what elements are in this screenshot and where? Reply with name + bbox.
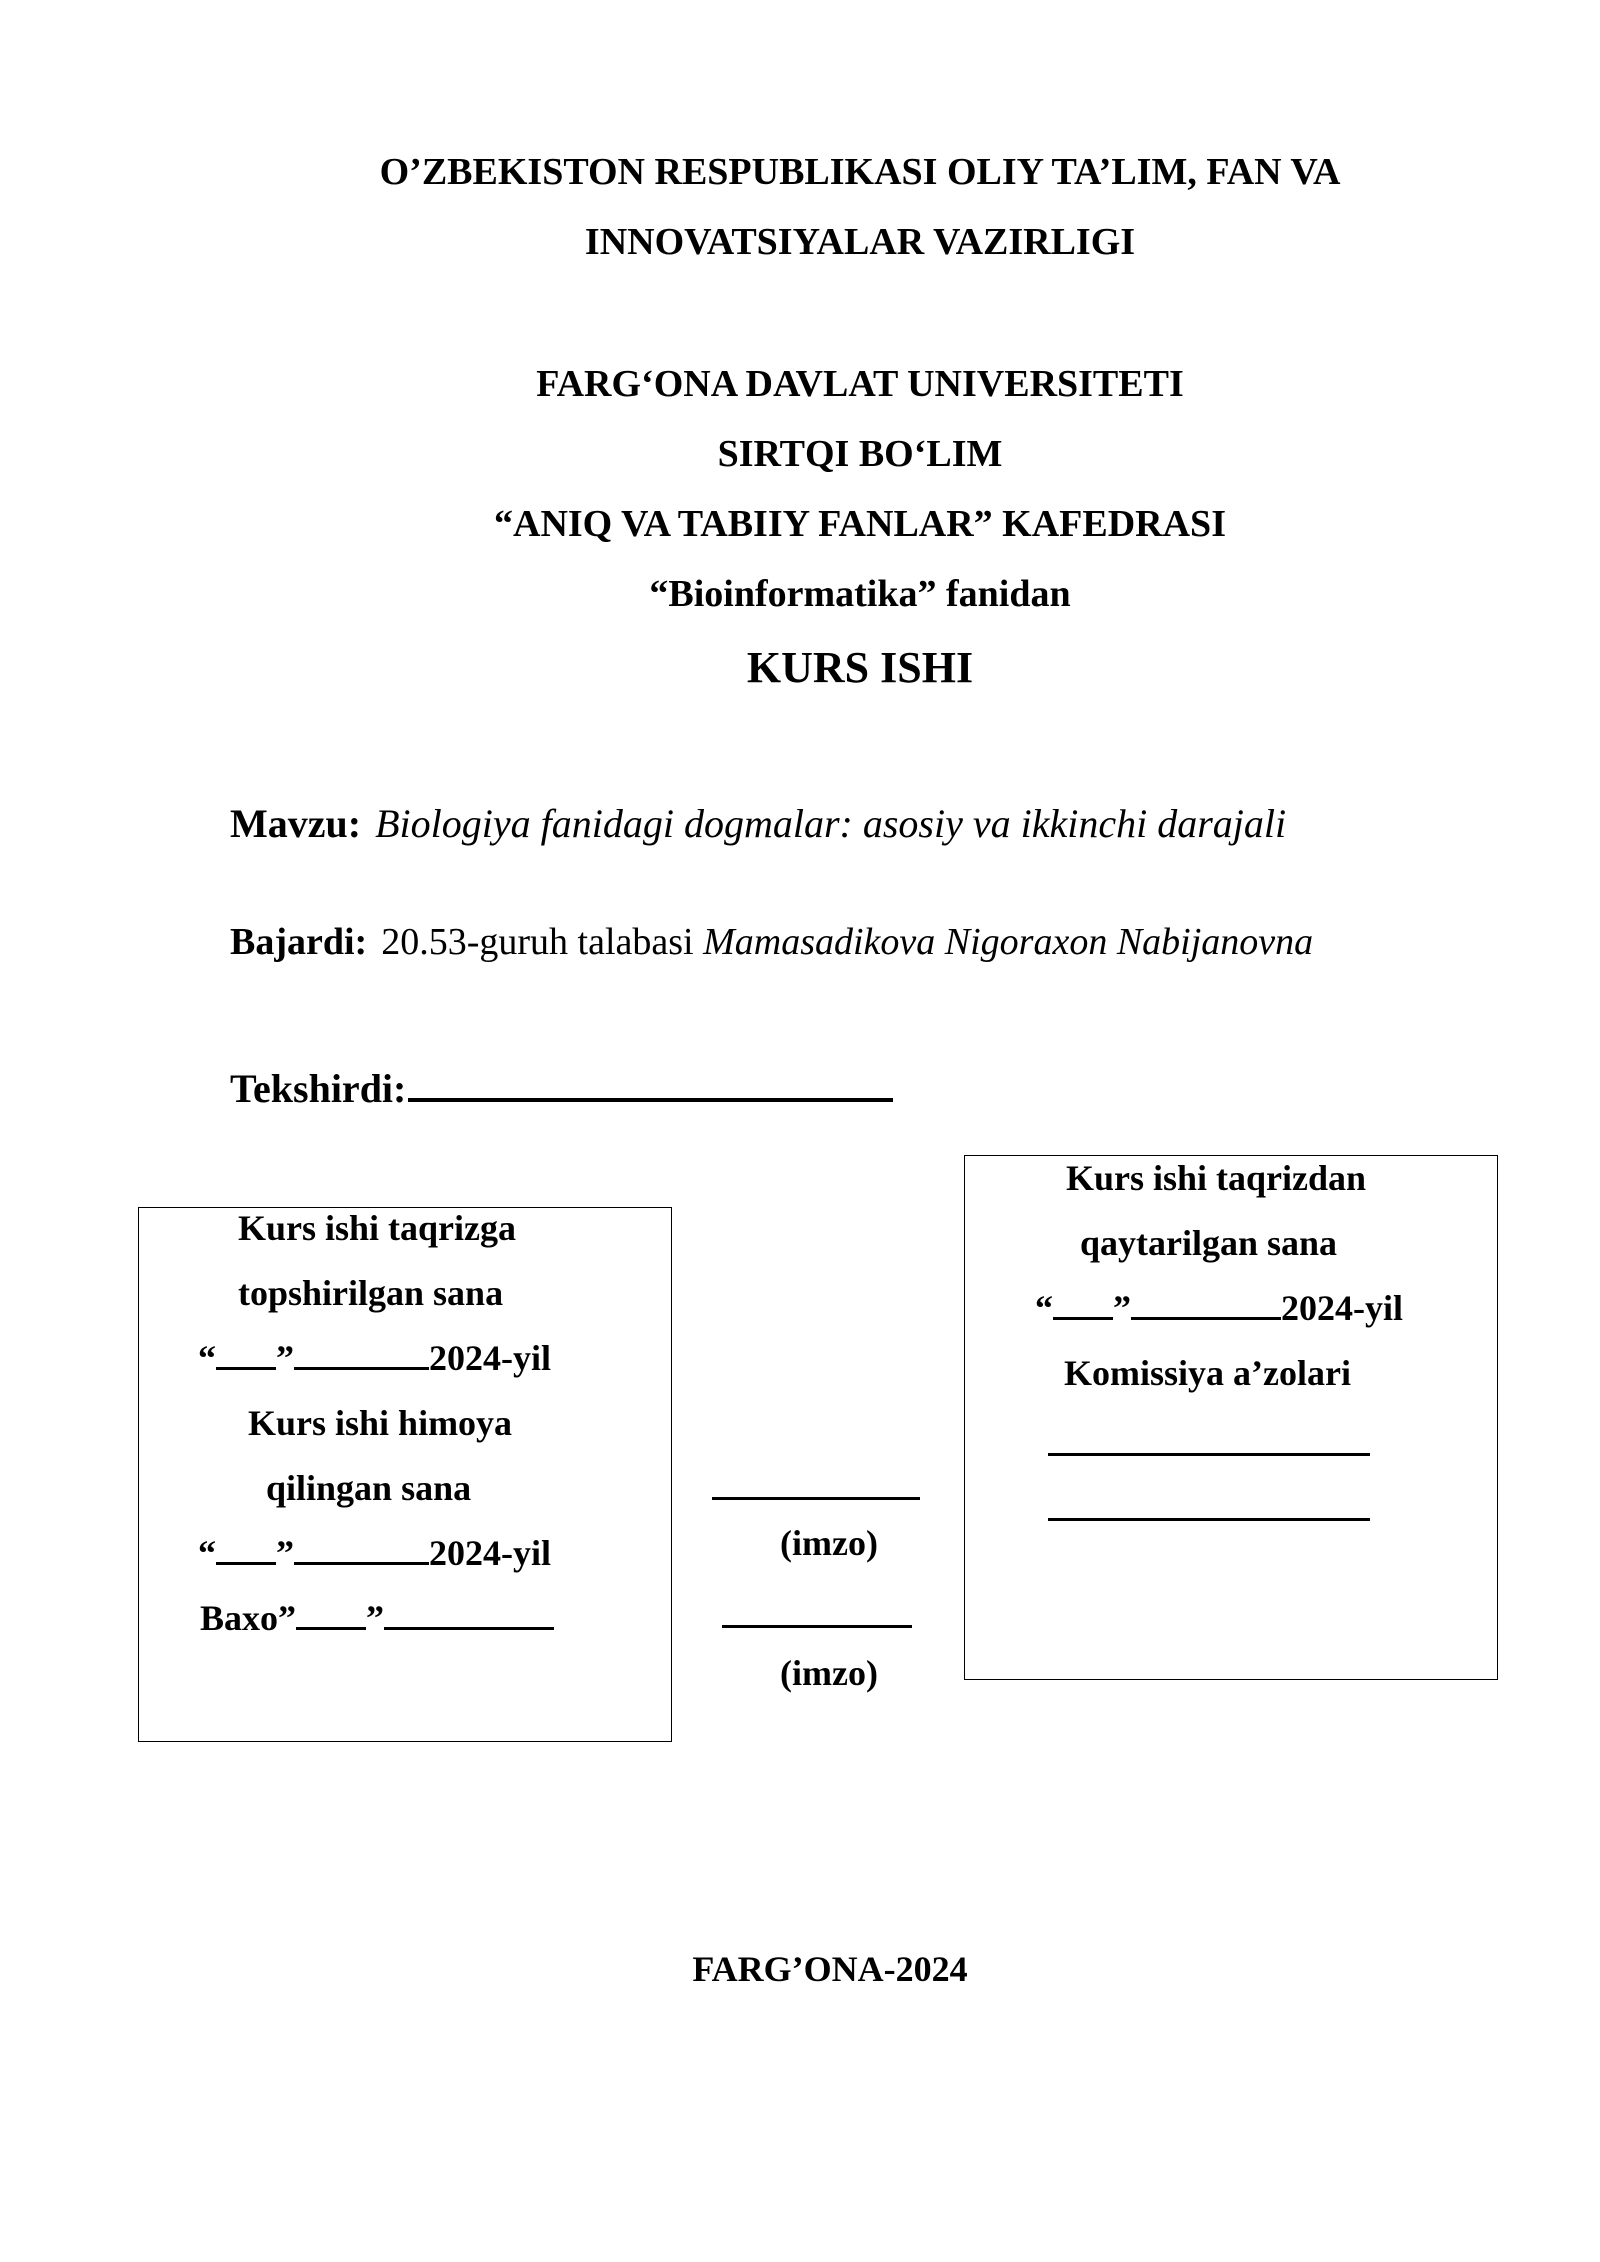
mavzu-field	[230, 800, 1286, 847]
signature-line-1[interactable]	[712, 1497, 920, 1500]
subject-name: “Bioinformatika” fanidan	[649, 573, 1071, 615]
left-box-grade	[200, 1597, 554, 1639]
signature-label-2: (imzo)	[780, 1653, 878, 1693]
commission-line-2[interactable]	[1048, 1518, 1370, 1521]
mavzu-value: Biologiya fanidagi dogmalar: asosiy va ikkinchi darajali	[375, 801, 1287, 846]
return-date-open-quote: “	[1035, 1288, 1053, 1328]
return-date-year: 2024-yil	[1281, 1288, 1403, 1328]
kafedra-name: “ANIQ VA TABIIY FANLAR” KAFEDRASI	[494, 503, 1226, 545]
date1-close-quote: ”	[276, 1338, 294, 1378]
date2-day-blank[interactable]	[216, 1532, 276, 1565]
commission-line-1[interactable]	[1048, 1453, 1370, 1456]
bajardi-field	[230, 920, 1313, 964]
return-date-close-quote: ”	[1113, 1288, 1131, 1328]
grade-label: Baxo”	[200, 1598, 297, 1638]
right-box-date	[1035, 1287, 1403, 1329]
bajardi-label: Bajardi:	[230, 921, 368, 963]
date1-year: 2024-yil	[429, 1338, 551, 1378]
date2-open-quote: “	[198, 1533, 216, 1573]
right-box-line1: Kurs ishi taqrizdan	[1066, 1158, 1367, 1198]
return-date-month-blank[interactable]	[1131, 1287, 1281, 1320]
date2-month-blank[interactable]	[294, 1532, 429, 1565]
tekshirdi-blank[interactable]	[408, 1058, 893, 1102]
ministry-title-line1: O’ZBEKISTON RESPUBLIKASI OLIY TA’LIM, FAN VA	[379, 151, 1341, 193]
department-name: SIRTQI BO‘LIM	[717, 433, 1003, 475]
date1-month-blank[interactable]	[294, 1337, 429, 1370]
left-box-date2	[198, 1532, 551, 1574]
grade-close-quote: ”	[366, 1598, 385, 1638]
university-name: FARG‘ONA DAVLAT UNIVERSITETI	[536, 363, 1184, 405]
right-box-line2: qaytarilgan sana	[1080, 1223, 1338, 1263]
date1-open-quote: “	[198, 1338, 216, 1378]
ministry-title-line2: INNOVATSIYALAR VAZIRLIGI	[584, 221, 1136, 263]
signature-line-2[interactable]	[722, 1625, 912, 1628]
left-box-line2: topshirilgan sana	[238, 1273, 504, 1313]
left-box-line1: Kurs ishi taqrizga	[238, 1208, 517, 1248]
footer-place-year: FARG’ONA-2024	[692, 1949, 968, 1989]
grade-blank[interactable]	[296, 1597, 366, 1630]
document-type: KURS ISHI	[746, 643, 974, 692]
date2-close-quote: ”	[276, 1533, 294, 1573]
tekshirdi-field	[230, 1058, 893, 1112]
mavzu-label: Mavzu:	[230, 801, 362, 846]
return-date-day-blank[interactable]	[1053, 1287, 1113, 1320]
grade-words-blank[interactable]	[384, 1597, 554, 1630]
left-box-line3: Kurs ishi himoya	[248, 1403, 513, 1443]
signature-label-1: (imzo)	[780, 1523, 878, 1563]
bajardi-student-name: Mamasadikova Nigoraxon Nabijanovna	[703, 921, 1314, 963]
date2-year: 2024-yil	[429, 1533, 551, 1573]
date1-day-blank[interactable]	[216, 1337, 276, 1370]
left-box-line4: qilingan sana	[266, 1468, 472, 1508]
tekshirdi-label: Tekshirdi:	[230, 1066, 407, 1111]
commission-label: Komissiya a’zolari	[1064, 1353, 1351, 1393]
bajardi-group: 20.53-guruh talabasi	[381, 921, 694, 963]
left-box-date1	[198, 1337, 551, 1379]
